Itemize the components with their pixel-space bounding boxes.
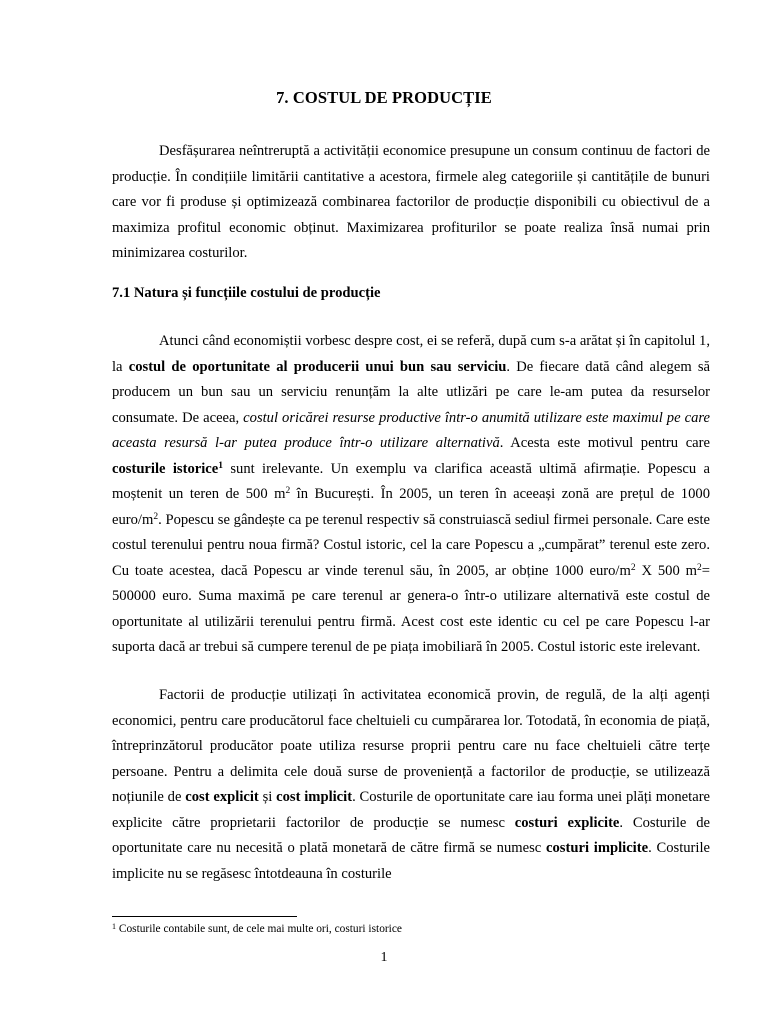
footnote-reference: 1 xyxy=(218,460,223,471)
text-run: și xyxy=(258,789,277,805)
chapter-title: 7. COSTUL DE PRODUCȚIE xyxy=(276,88,492,107)
intro-paragraph: Desfășurarea neîntreruptă a activității economice presupune un consum continuu de factori de producție. În condițiile limitării cantitative a acestora, firmele aleg categoriile și cantitățile de bunuri care vor fi produse și optimizează combinarea factorilor de producție disponibili cu obiectivul de a maximiza profitul economic obținut. Maximizarea profiturilor se poate realiza însă numai prin minimizarea costurilor. xyxy=(112,143,710,261)
text-run: = 500000 euro. Suma maximă pe care terenul ar genera-o într-o utilizare alternativă este costul de oportunitate al utilizării terenului pentru firmă. Acest cost este identic cu cel pe care Popescu l-ar suporta dacă ar trebui să cumpere terenul de pe piața imobiliară în 2005. Costul istoric este irelevant. xyxy=(112,562,710,655)
text-run: . Costurile implicite nu se regăsesc întotdeauna în costurile xyxy=(112,840,711,882)
superscript: 2 xyxy=(153,511,159,522)
section-heading: 7.1 Natura și funcțiile costului de producție xyxy=(112,285,381,301)
text-run: Factorii de producție utilizați în activitatea economică provin, de regulă, de la alți agenți economici, pentru care producătorul face cheltuieli cu cumpărarea lor. Totodată, în economia de piață, întreprinzătorul producător poate utiliza resurse proprii pentru care nu face cheltuieli către terțe persoane. Pentru a delimita cele două surse de proveniență a factorilor de producție, se utilizează noțiunile de xyxy=(112,687,710,805)
superscript: 2 xyxy=(697,562,702,573)
footnote-separator xyxy=(112,916,297,917)
bold-term-historic-costs: costurile istorice xyxy=(112,460,219,477)
text-run: . Popescu se gândește ca pe terenul respectiv să construiască sediul firmei personale. Care este costul terenului pentru noua firmă? Costul istoric, cel la care Popescu a „cumpărat” terenul este zero. Cu toate acestea, dacă Popescu ar vinde terenul său, în 2005, ar obține 1000 euro/m xyxy=(112,511,710,579)
superscript: 2 xyxy=(285,486,291,496)
footnote-text: Costurile contabile sunt, de cele mai multe ori, costuri istorice xyxy=(116,923,402,935)
text-run: . Costurile de oportunitate care iau forma unei plăți monetare explicite către proprietarii factorilor de producție se numesc xyxy=(112,789,711,831)
text-run: . Acesta este motivul pentru care xyxy=(499,435,710,451)
superscript: 2 xyxy=(630,562,636,573)
text-run: . De fiecare dată când alegem să producem un bun sau un serviciu renunțăm la alte utlizări pe care le-am putea da resurselor consumate. De aceea, xyxy=(112,358,711,426)
body-paragraph-explicit-implicit xyxy=(112,683,710,887)
bold-term-opportunity-cost: costul de oportunitate al producerii unui bun sau serviciu xyxy=(128,358,507,375)
bold-term-implicit-cost: cost implicit xyxy=(276,789,353,805)
body-paragraph-cost-opportunity xyxy=(112,329,710,661)
text-run: X 500 m xyxy=(635,562,698,579)
bold-term-explicit-cost: cost explicit xyxy=(185,789,259,805)
footnote xyxy=(112,923,402,935)
text-run: Atunci când economiștii vorbesc despre cost, ei se referă, după cum s-a arătat și în capitolul 1, la xyxy=(112,333,710,375)
page-number: 1 xyxy=(380,950,388,965)
text-run: în București. În 2005, un teren în aceeași zonă are prețul de 1000 euro/m xyxy=(112,486,710,528)
footnote-number: 1 xyxy=(112,922,116,931)
italic-definition: costul oricărei resurse productive într-o anumită utilizare este maximul pe care aceasta resursă l-ar putea produce într-o utilizare alternativă xyxy=(112,409,710,451)
text-run: sunt irelevante. Un exemplu va clarifica această ultimă afirmație. Popescu a moștenit un teren de 500 m xyxy=(112,460,710,502)
bold-term-explicit-costs: costuri explicite xyxy=(514,814,620,831)
bold-term-implicit-costs: costuri implicite xyxy=(546,840,649,856)
text-run: . Costurile de oportunitate care nu necesită o plată monetară de către firmă se numesc xyxy=(112,814,710,856)
